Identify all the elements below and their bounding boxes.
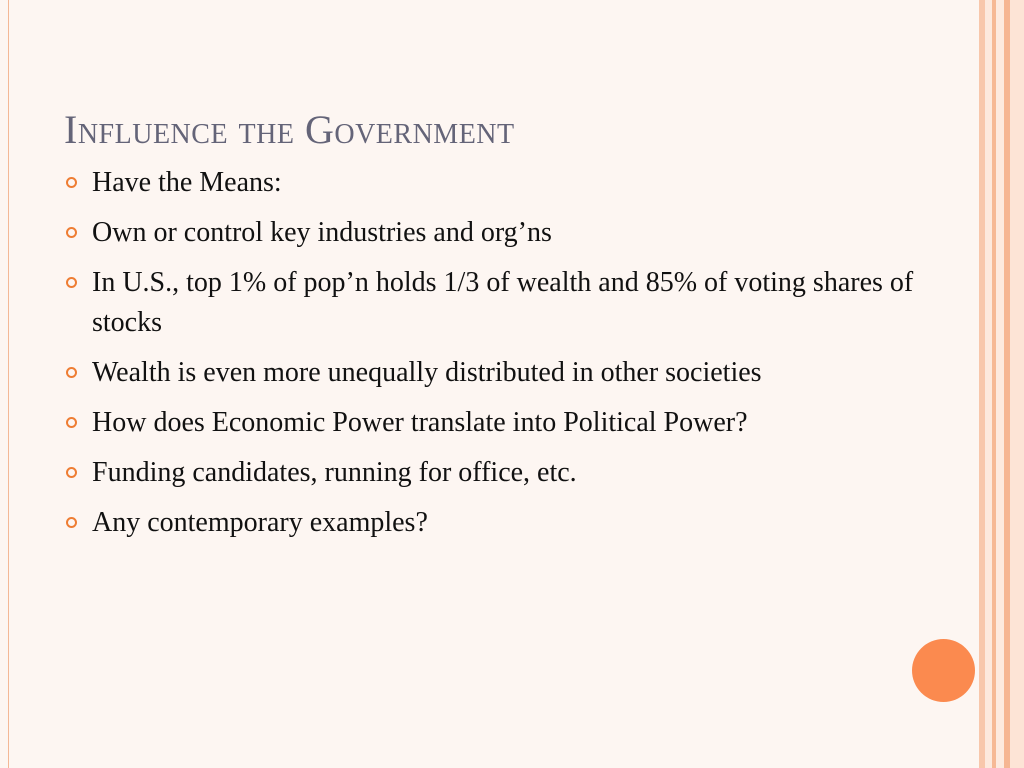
bullet-text: Own or control key industries and org’ns <box>92 217 552 248</box>
bullet-item <box>66 353 956 393</box>
bullet-text: Have the Means: <box>92 167 282 198</box>
bullet-text: How does Economic Power translate into Political Power? <box>92 407 748 438</box>
bullet-item <box>66 403 956 443</box>
bullet-item <box>66 453 956 493</box>
bullet-item <box>66 213 956 253</box>
bullet-circle-icon <box>66 367 77 378</box>
slide-title: Influence the Government <box>64 107 515 152</box>
bullet-item <box>66 503 956 543</box>
bullet-circle-icon <box>66 177 77 188</box>
right-stripe-2 <box>985 0 992 768</box>
bullet-item <box>66 163 956 203</box>
right-stripe-6 <box>1010 0 1024 768</box>
bullet-text: Funding candidates, running for office, etc. <box>92 457 577 488</box>
bullet-circle-icon <box>66 417 77 428</box>
orange-circle-decoration <box>912 639 975 702</box>
bullet-circle-icon <box>66 517 77 528</box>
left-border-line <box>8 0 9 768</box>
bullet-item <box>66 263 956 343</box>
bullet-circle-icon <box>66 277 77 288</box>
bullet-circle-icon <box>66 467 77 478</box>
bullet-text: Wealth is even more unequally distributed in other societies <box>92 357 762 388</box>
bullet-text: In U.S., top 1% of pop’n holds 1/3 of wealth and 85% of voting shares of stocks <box>92 267 914 338</box>
right-stripe-4 <box>996 0 1004 768</box>
bullet-circle-icon <box>66 227 77 238</box>
bullet-list <box>66 163 956 553</box>
bullet-text: Any contemporary examples? <box>92 507 428 538</box>
